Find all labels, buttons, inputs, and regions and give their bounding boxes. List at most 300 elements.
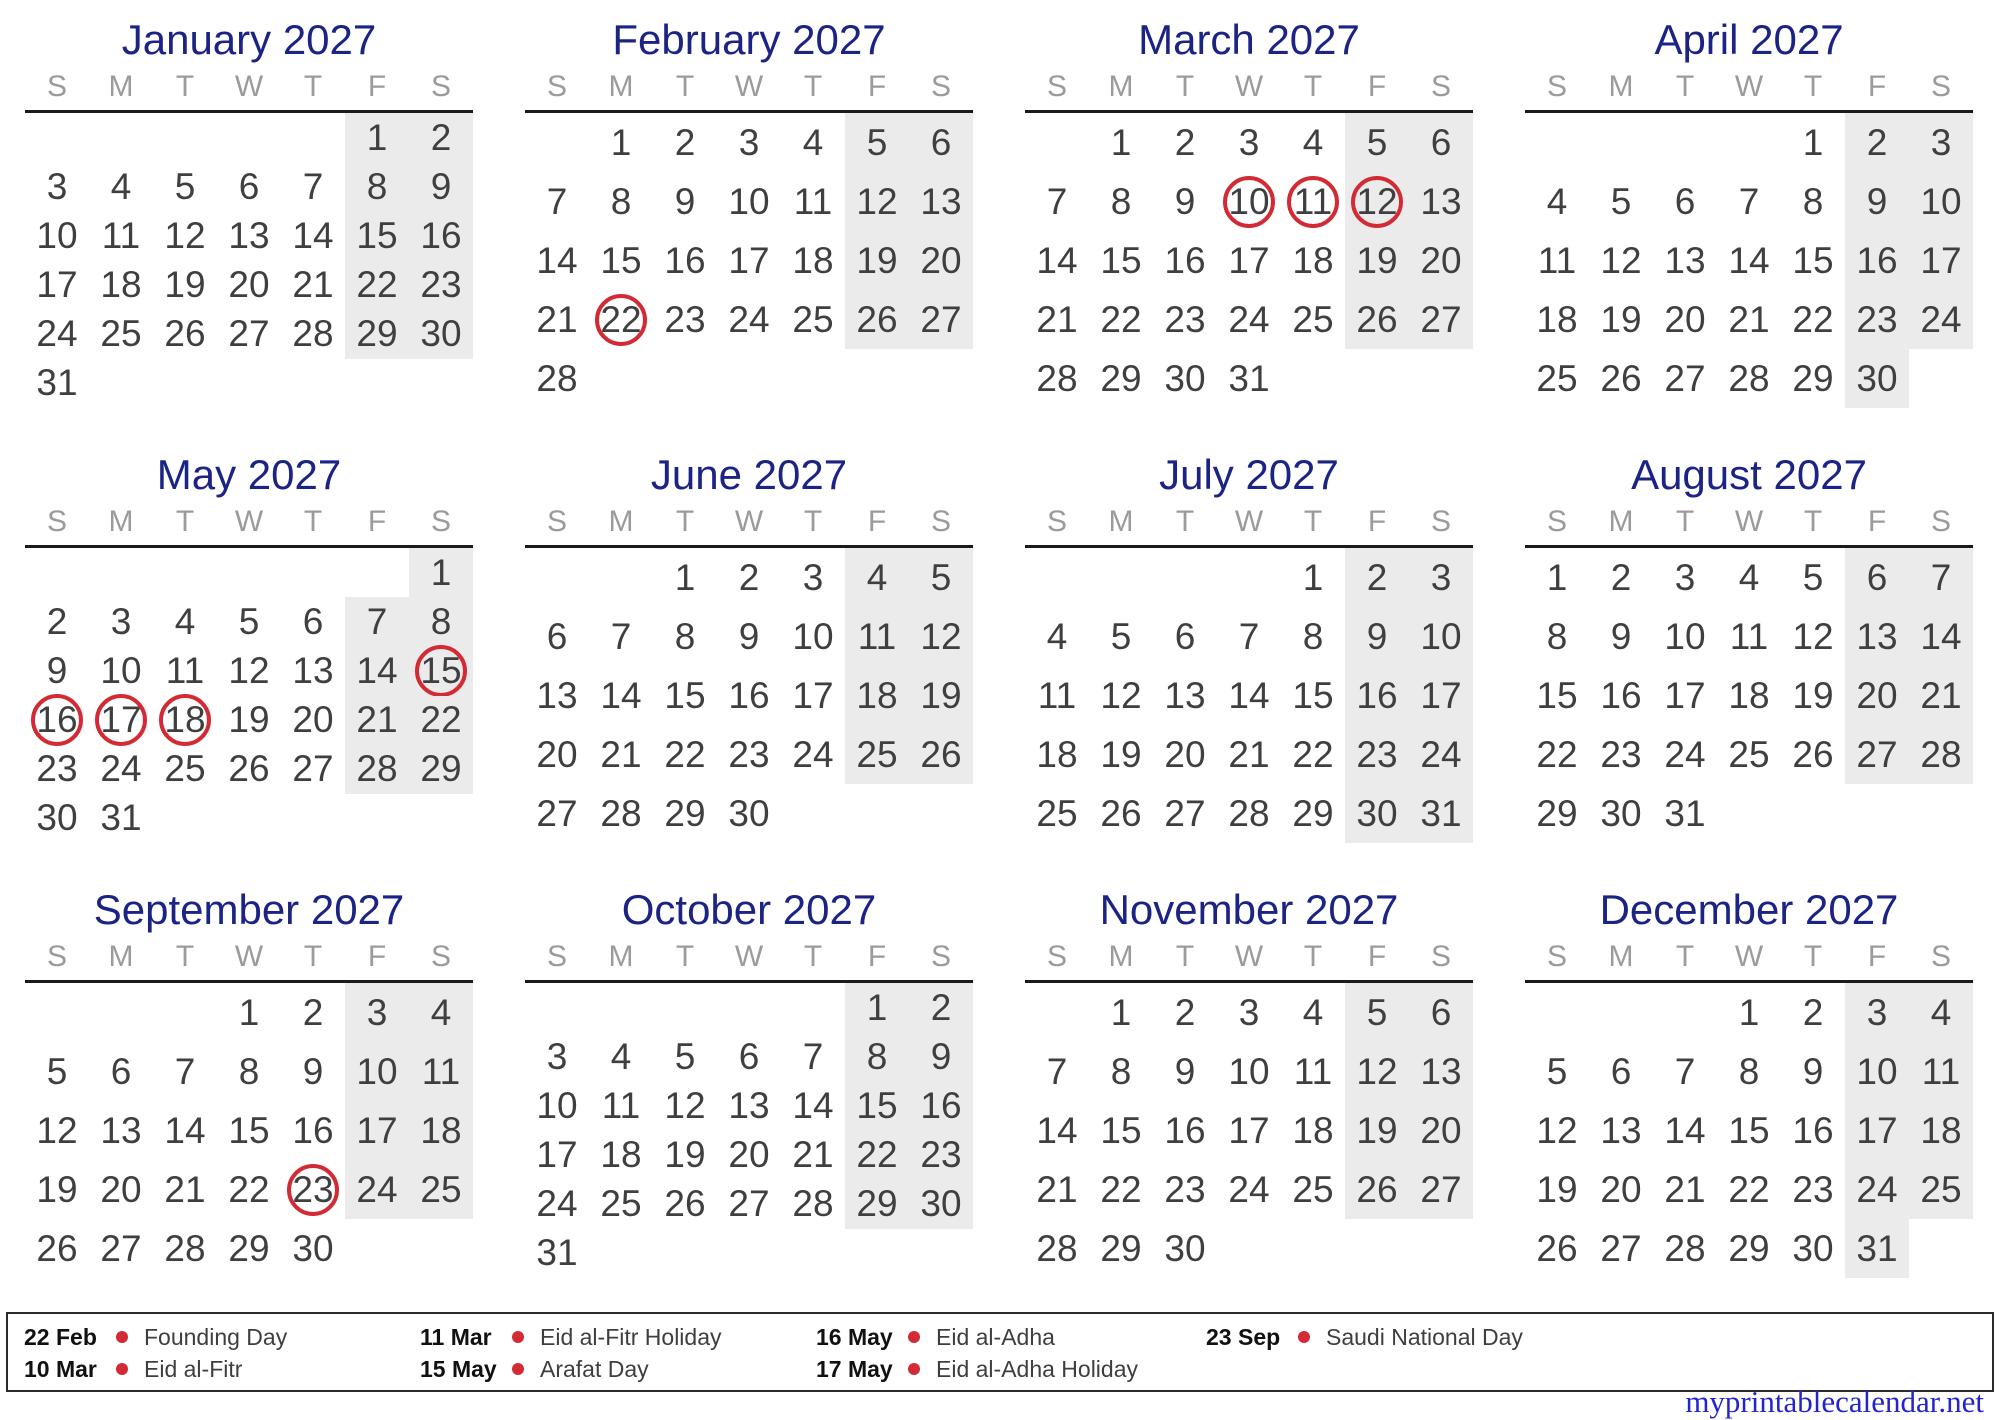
- date-number: 22: [1536, 733, 1578, 775]
- weekday-header: T: [1175, 940, 1195, 973]
- date-cell: [845, 1032, 909, 1081]
- date-number: 19: [1536, 1168, 1578, 1210]
- month-block: [1000, 874, 1500, 1309]
- date-number: 18: [792, 239, 834, 281]
- date-cell: [25, 1160, 89, 1219]
- date-cell: [89, 261, 153, 310]
- date-cell: [409, 310, 473, 359]
- date-cell: [409, 983, 473, 1042]
- date-number: 10: [728, 180, 770, 222]
- date-cell: [1409, 290, 1473, 349]
- date-cell: [1781, 548, 1845, 607]
- date-cell: [1345, 983, 1409, 1042]
- date-number: 11: [793, 180, 833, 222]
- date-row: [1025, 607, 1473, 666]
- date-number: 26: [1536, 1227, 1578, 1269]
- date-cell: [25, 696, 89, 745]
- date-row: [525, 1131, 973, 1180]
- month-block: [0, 874, 500, 1309]
- date-number: 10: [100, 649, 142, 691]
- empty-cell: [25, 548, 89, 597]
- date-number: 30: [292, 1227, 334, 1269]
- date-cell: [281, 597, 345, 646]
- date-number: 18: [420, 1109, 462, 1151]
- date-cell: [909, 113, 973, 172]
- weekday-header: T: [1675, 505, 1695, 538]
- date-row: [1025, 349, 1473, 408]
- date-number: 18: [100, 264, 142, 306]
- date-number: 13: [1164, 674, 1206, 716]
- date-cell: [281, 983, 345, 1042]
- date-cell: [1845, 1219, 1909, 1278]
- date-cell: [217, 261, 281, 310]
- date-number: 27: [292, 748, 334, 790]
- empty-cell: [1717, 113, 1781, 172]
- empty-cell: [525, 113, 589, 172]
- weekday-header: S: [1430, 70, 1451, 103]
- weekday-header: T: [803, 505, 823, 538]
- date-number: 6: [1866, 556, 1888, 598]
- date-cell: [909, 725, 973, 784]
- date-cell: [1217, 231, 1281, 290]
- date-cell: [589, 725, 653, 784]
- date-number: 2: [1366, 556, 1388, 598]
- date-cell: [345, 162, 409, 211]
- date-cell: [1025, 725, 1089, 784]
- date-number: 1: [1738, 991, 1760, 1033]
- date-number: 11: [1921, 1050, 1961, 1092]
- weekday-header: S: [1546, 70, 1567, 103]
- weekday-header: F: [867, 70, 887, 103]
- date-number: 22: [420, 699, 462, 741]
- date-row: [25, 261, 473, 310]
- weekday-header: W: [1734, 70, 1764, 103]
- month-title: March 2027: [1138, 16, 1360, 63]
- date-cell: [1409, 1042, 1473, 1101]
- date-cell: [1781, 1219, 1845, 1278]
- date-number: 16: [920, 1084, 962, 1126]
- date-number: 5: [238, 600, 260, 642]
- empty-cell: [1281, 349, 1345, 408]
- date-cell: [1281, 1160, 1345, 1219]
- date-cell: [1089, 113, 1153, 172]
- date-cell: [781, 666, 845, 725]
- date-number: 9: [1174, 1050, 1196, 1092]
- date-number: 23: [420, 264, 462, 306]
- date-cell: [1089, 725, 1153, 784]
- date-cell: [525, 666, 589, 725]
- weekday-header: T: [1803, 505, 1823, 538]
- date-number: 18: [600, 1134, 642, 1176]
- date-cell: [1281, 1101, 1345, 1160]
- date-cell: [845, 666, 909, 725]
- empty-cell: [153, 983, 217, 1042]
- weekday-header: F: [1867, 505, 1887, 538]
- date-number: 8: [1110, 180, 1132, 222]
- legend-column: [24, 1321, 287, 1385]
- date-number: 21: [1920, 674, 1962, 716]
- weekday-header: S: [1046, 940, 1067, 973]
- date-number: 17: [1228, 239, 1270, 281]
- date-number: 24: [792, 733, 834, 775]
- date-number: 22: [1100, 298, 1142, 340]
- date-number: 2: [302, 991, 324, 1033]
- legend-entry: [420, 1353, 722, 1385]
- date-number: 15: [228, 1109, 270, 1151]
- empty-cell: [845, 1229, 909, 1278]
- date-number: 13: [1420, 1050, 1462, 1092]
- date-number: 17: [1664, 674, 1706, 716]
- date-number: 28: [164, 1227, 206, 1269]
- date-number: 2: [1866, 121, 1888, 163]
- date-cell: [1345, 666, 1409, 725]
- date-number: 10: [1856, 1050, 1898, 1092]
- date-number: 9: [1174, 180, 1196, 222]
- date-cell: [1281, 607, 1345, 666]
- date-cell: [1281, 983, 1345, 1042]
- date-row: [525, 172, 973, 231]
- date-cell: [1653, 1160, 1717, 1219]
- date-cell: [1781, 1101, 1845, 1160]
- empty-cell: [1781, 784, 1845, 843]
- month-date-grid: [1525, 113, 1973, 408]
- date-number: 4: [1302, 991, 1324, 1033]
- date-cell: [653, 1032, 717, 1081]
- date-cell: [1025, 290, 1089, 349]
- date-row: [1525, 172, 1973, 231]
- date-number: 10: [1228, 1050, 1270, 1092]
- date-number: 23: [292, 1168, 334, 1210]
- empty-cell: [1717, 784, 1781, 843]
- month-title: October 2027: [621, 886, 877, 933]
- date-cell: [1281, 290, 1345, 349]
- month-date-grid: [525, 113, 973, 408]
- date-cell: [1409, 725, 1473, 784]
- month-block: [0, 4, 500, 439]
- date-row: [1525, 983, 1973, 1042]
- date-cell: [653, 548, 717, 607]
- date-cell: [1909, 1042, 1973, 1101]
- date-number: 24: [356, 1168, 398, 1210]
- date-number: 2: [930, 986, 952, 1028]
- date-number: 6: [930, 121, 952, 163]
- date-row: [1025, 1219, 1473, 1278]
- date-number: 27: [1420, 298, 1462, 340]
- date-cell: [1153, 113, 1217, 172]
- date-row: [25, 548, 473, 597]
- date-number: 4: [1546, 180, 1568, 222]
- date-cell: [1345, 231, 1409, 290]
- date-cell: [781, 1032, 845, 1081]
- date-cell: [281, 1219, 345, 1278]
- date-cell: [1153, 290, 1217, 349]
- date-cell: [409, 646, 473, 695]
- date-row: [25, 1219, 473, 1278]
- date-row: [525, 231, 973, 290]
- date-number: 18: [164, 699, 206, 741]
- date-number: 4: [802, 121, 824, 163]
- date-row: [525, 1180, 973, 1229]
- date-cell: [281, 696, 345, 745]
- date-cell: [1845, 113, 1909, 172]
- date-row: [1525, 725, 1973, 784]
- date-cell: [1845, 607, 1909, 666]
- date-cell: [1217, 607, 1281, 666]
- date-number: 22: [1792, 298, 1834, 340]
- date-number: 18: [1036, 733, 1078, 775]
- date-cell: [1345, 548, 1409, 607]
- weekday-header: S: [46, 505, 67, 538]
- date-cell: [1025, 784, 1089, 843]
- date-cell: [1025, 1219, 1089, 1278]
- weekday-header: T: [1175, 505, 1195, 538]
- date-cell: [1089, 231, 1153, 290]
- date-cell: [589, 1131, 653, 1180]
- date-cell: [845, 548, 909, 607]
- date-cell: [89, 696, 153, 745]
- date-cell: [1909, 172, 1973, 231]
- date-number: 9: [46, 649, 68, 691]
- empty-cell: [1217, 548, 1281, 607]
- date-row: [525, 983, 973, 1032]
- weekday-header-row: [1525, 499, 1973, 545]
- weekday-header: F: [367, 70, 387, 103]
- empty-cell: [1409, 349, 1473, 408]
- date-cell: [1217, 1160, 1281, 1219]
- date-cell: [781, 607, 845, 666]
- date-number: 13: [1420, 180, 1462, 222]
- date-number: 27: [728, 1183, 770, 1225]
- date-number: 30: [1164, 357, 1206, 399]
- date-cell: [1025, 231, 1089, 290]
- date-row: [25, 794, 473, 843]
- empty-cell: [153, 794, 217, 843]
- date-number: 28: [1664, 1227, 1706, 1269]
- date-number: 2: [1610, 556, 1632, 598]
- date-cell: [345, 745, 409, 794]
- date-cell: [653, 1131, 717, 1180]
- empty-cell: [153, 548, 217, 597]
- date-cell: [1345, 113, 1409, 172]
- date-number: 31: [1664, 792, 1706, 834]
- date-number: 7: [1046, 180, 1068, 222]
- weekday-header-row: [25, 934, 473, 980]
- date-cell: [153, 162, 217, 211]
- date-number: 10: [536, 1084, 578, 1126]
- month-block: [1000, 4, 1500, 439]
- date-cell: [153, 597, 217, 646]
- date-number: 23: [1792, 1168, 1834, 1210]
- date-number: 9: [302, 1050, 324, 1092]
- weekday-header: M: [1608, 70, 1634, 103]
- date-cell: [1025, 607, 1089, 666]
- date-number: 7: [302, 165, 324, 207]
- date-number: 29: [664, 792, 706, 834]
- date-row: [525, 113, 973, 172]
- date-cell: [153, 1160, 217, 1219]
- weekday-header: W: [734, 940, 764, 973]
- date-number: 27: [1164, 792, 1206, 834]
- date-cell: [1845, 666, 1909, 725]
- date-number: 25: [1292, 298, 1334, 340]
- date-cell: [1345, 725, 1409, 784]
- date-cell: [1217, 666, 1281, 725]
- date-row: [25, 597, 473, 646]
- date-cell: [345, 310, 409, 359]
- date-number: 19: [1356, 239, 1398, 281]
- date-number: 23: [728, 733, 770, 775]
- holiday-dot-icon: [116, 1331, 128, 1343]
- date-cell: [217, 1101, 281, 1160]
- date-number: 4: [174, 600, 196, 642]
- date-cell: [1781, 1042, 1845, 1101]
- date-number: 20: [1600, 1168, 1642, 1210]
- date-cell: [1589, 1042, 1653, 1101]
- date-number: 13: [728, 1084, 770, 1126]
- date-number: 20: [228, 264, 270, 306]
- weekday-header: T: [1303, 70, 1323, 103]
- empty-cell: [653, 349, 717, 408]
- date-row: [25, 1160, 473, 1219]
- date-number: 8: [1546, 615, 1568, 657]
- footer-watermark[interactable]: myprintablecalendar.net: [1685, 1384, 1984, 1419]
- date-number: 17: [1228, 1109, 1270, 1151]
- weekday-header: T: [675, 505, 695, 538]
- date-number: 24: [1920, 298, 1962, 340]
- date-number: 13: [920, 180, 962, 222]
- date-number: 17: [1920, 239, 1962, 281]
- weekday-header: S: [1546, 505, 1567, 538]
- month-date-grid: [1525, 548, 1973, 843]
- date-number: 28: [1036, 357, 1078, 399]
- weekday-header-row: [1525, 934, 1973, 980]
- date-number: 31: [100, 797, 142, 839]
- date-row: [25, 646, 473, 695]
- date-number: 20: [1664, 298, 1706, 340]
- date-number: 27: [1856, 733, 1898, 775]
- weekday-header: S: [430, 940, 451, 973]
- date-cell: [1089, 1042, 1153, 1101]
- date-cell: [1845, 1160, 1909, 1219]
- date-number: 29: [1100, 357, 1142, 399]
- date-number: 6: [1674, 180, 1696, 222]
- date-number: 25: [1920, 1168, 1962, 1210]
- date-cell: [25, 1042, 89, 1101]
- date-number: 1: [610, 121, 632, 163]
- date-number: 7: [1238, 615, 1260, 657]
- date-cell: [781, 1131, 845, 1180]
- date-number: 11: [421, 1050, 461, 1092]
- date-cell: [1409, 1160, 1473, 1219]
- date-number: 23: [664, 298, 706, 340]
- date-cell: [217, 1219, 281, 1278]
- date-number: 25: [1728, 733, 1770, 775]
- date-number: 17: [36, 264, 78, 306]
- date-number: 30: [728, 792, 770, 834]
- empty-cell: [281, 113, 345, 162]
- date-cell: [1525, 172, 1589, 231]
- date-number: 16: [728, 674, 770, 716]
- date-number: 25: [792, 298, 834, 340]
- date-cell: [589, 231, 653, 290]
- weekday-header: M: [1108, 505, 1134, 538]
- date-number: 22: [356, 264, 398, 306]
- date-number: 1: [1546, 556, 1568, 598]
- date-row: [525, 349, 973, 408]
- date-cell: [345, 1101, 409, 1160]
- date-number: 21: [292, 264, 334, 306]
- date-cell: [589, 290, 653, 349]
- date-number: 13: [536, 674, 578, 716]
- date-number: 21: [1036, 298, 1078, 340]
- date-number: 4: [110, 165, 132, 207]
- date-number: 3: [802, 556, 824, 598]
- date-cell: [653, 784, 717, 843]
- legend-label: Founding Day: [144, 1323, 288, 1350]
- date-number: 23: [1164, 1168, 1206, 1210]
- date-cell: [909, 231, 973, 290]
- date-cell: [1525, 1219, 1589, 1278]
- date-cell: [845, 983, 909, 1032]
- weekday-header: M: [608, 940, 634, 973]
- date-cell: [89, 1101, 153, 1160]
- month-block: [500, 4, 1000, 439]
- date-cell: [1653, 548, 1717, 607]
- legend-entry: [816, 1321, 1138, 1353]
- date-cell: [653, 172, 717, 231]
- month-title: November 2027: [1099, 886, 1399, 933]
- date-number: 22: [664, 733, 706, 775]
- weekday-header: W: [234, 940, 264, 973]
- date-number: 13: [1856, 615, 1898, 657]
- date-number: 6: [738, 1035, 760, 1077]
- date-row: [25, 1101, 473, 1160]
- weekday-header: M: [608, 505, 634, 538]
- date-cell: [525, 607, 589, 666]
- date-cell: [781, 548, 845, 607]
- weekday-header: T: [175, 70, 195, 103]
- date-number: 10: [1664, 615, 1706, 657]
- empty-cell: [781, 784, 845, 843]
- date-cell: [845, 290, 909, 349]
- date-number: 7: [802, 1035, 824, 1077]
- month-date-grid: [525, 983, 973, 1278]
- date-number: 7: [1046, 1050, 1068, 1092]
- date-number: 28: [292, 313, 334, 355]
- date-number: 3: [1866, 991, 1888, 1033]
- date-number: 30: [36, 797, 78, 839]
- date-number: 16: [1164, 239, 1206, 281]
- date-number: 27: [920, 298, 962, 340]
- empty-cell: [345, 1219, 409, 1278]
- date-cell: [717, 1081, 781, 1130]
- date-number: 22: [1100, 1168, 1142, 1210]
- date-number: 16: [664, 239, 706, 281]
- date-number: 29: [228, 1227, 270, 1269]
- date-number: 4: [610, 1035, 632, 1077]
- date-cell: [1345, 607, 1409, 666]
- date-number: 15: [1728, 1109, 1770, 1151]
- month-title: June 2027: [650, 451, 848, 498]
- weekday-header: T: [1803, 940, 1823, 973]
- weekday-header: W: [734, 70, 764, 103]
- weekday-header: T: [175, 940, 195, 973]
- date-number: 28: [792, 1183, 834, 1225]
- date-cell: [281, 1101, 345, 1160]
- date-cell: [717, 784, 781, 843]
- date-cell: [781, 290, 845, 349]
- weekday-header: M: [1108, 70, 1134, 103]
